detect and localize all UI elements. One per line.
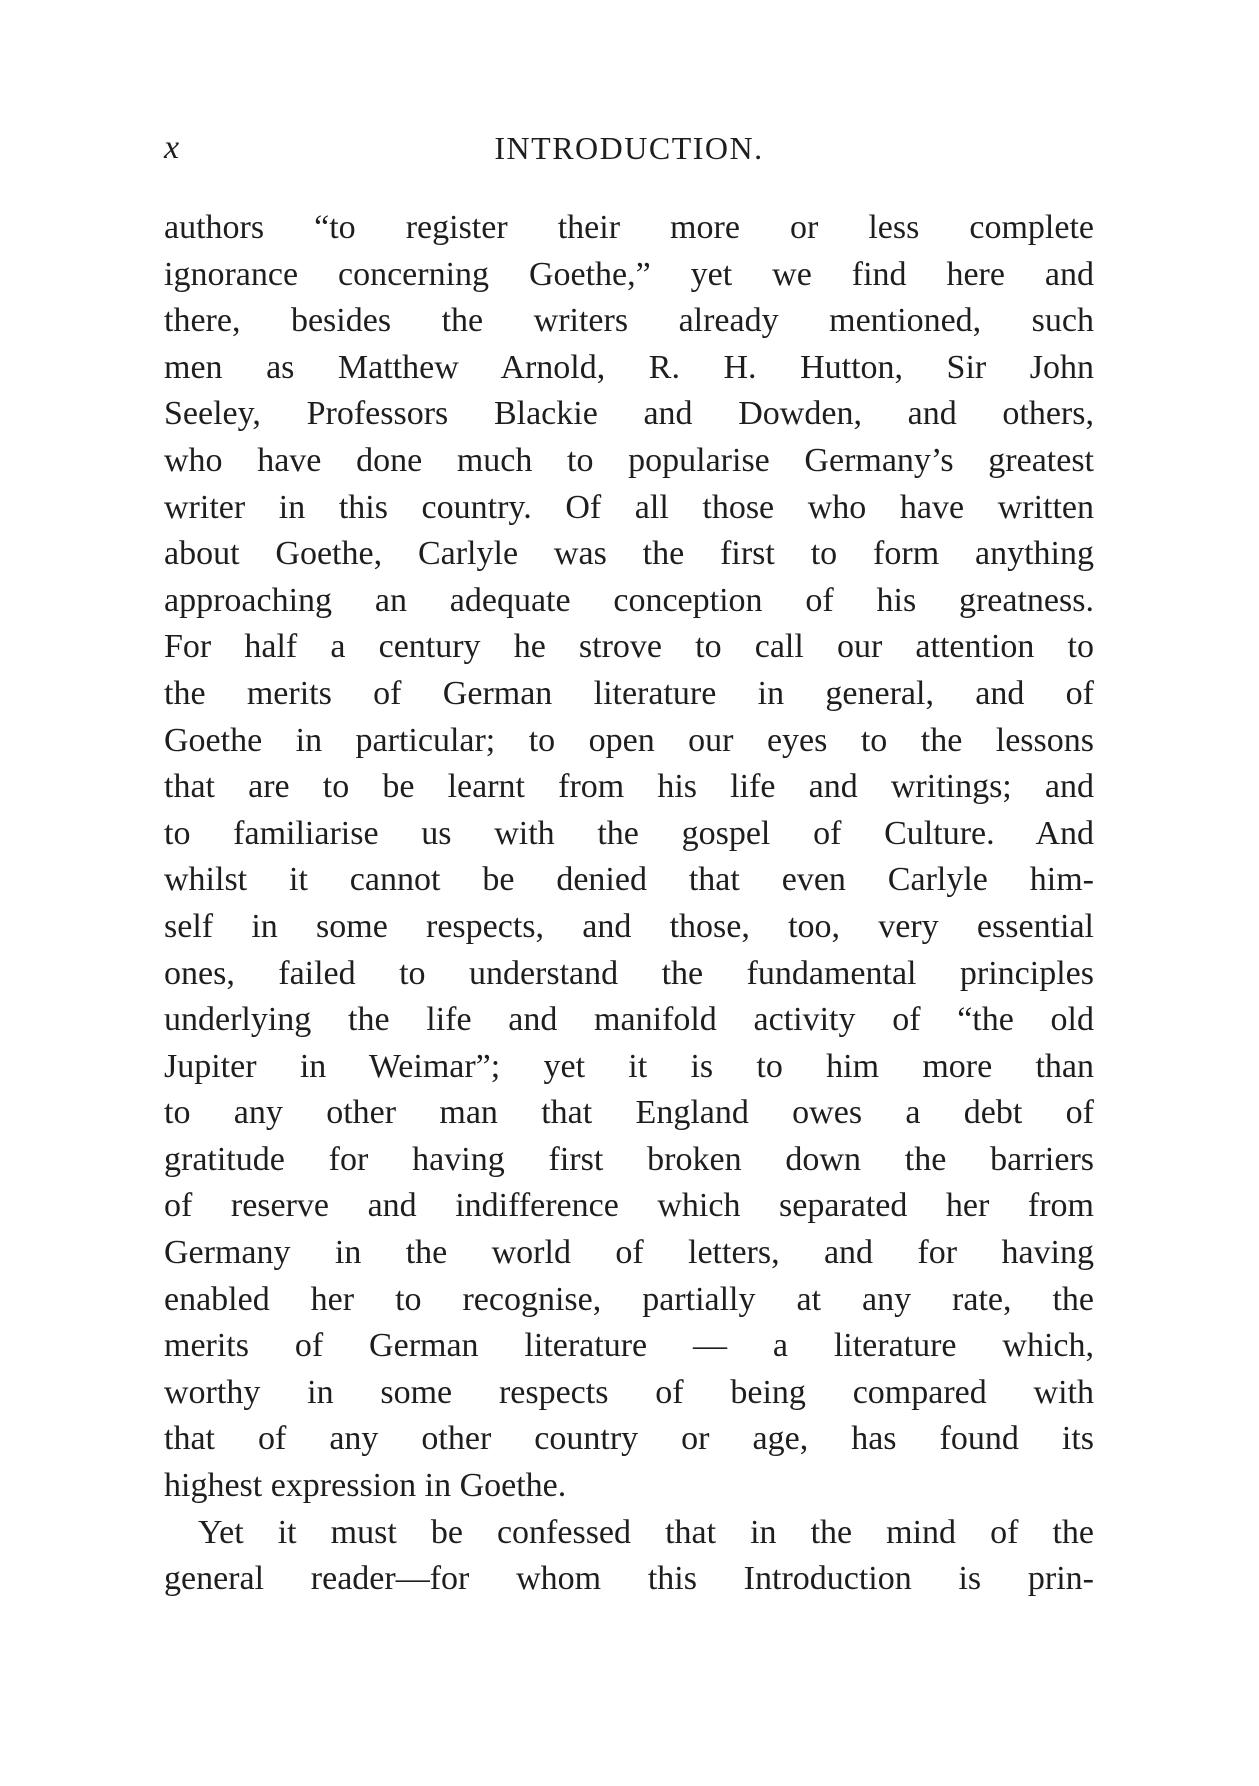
text-line: general reader—for whom this Introduction is prin-	[164, 1560, 1094, 1598]
text-line: merits of German literature — a literature which,	[164, 1327, 1094, 1365]
text-line: that of any other country or age, has found its	[164, 1420, 1094, 1458]
text-line: highest expression in Goethe.	[164, 1467, 567, 1505]
text-line: ignorance concerning Goethe,” yet we find here and	[164, 255, 1094, 293]
page-number: x	[164, 129, 180, 166]
text-line: of reserve and indifference which separated her from	[164, 1187, 1094, 1225]
text-line: approaching an adequate conception of his greatness.	[164, 581, 1094, 619]
text-line: Germany in the world of letters, and for having	[164, 1234, 1094, 1272]
text-line: there, besides the writers already mentioned, such	[164, 302, 1094, 340]
text-line: Yet it must be confessed that in the mind of the	[198, 1513, 1094, 1551]
text-line: Jupiter in Weimar”; yet it is to him more than	[164, 1047, 1094, 1085]
running-head-title: INTRODUCTION.	[494, 130, 764, 166]
text-line: to familiarise us with the gospel of Culture. And	[164, 814, 1094, 852]
text-line: enabled her to recognise, partially at any rate, the	[164, 1280, 1094, 1318]
text-line: worthy in some respects of being compared with	[164, 1373, 1094, 1411]
text-line: about Goethe, Carlyle was the first to form anything	[164, 535, 1094, 573]
text-line: gratitude for having first broken down the barriers	[164, 1140, 1094, 1178]
text-line: men as Matthew Arnold, R. H. Hutton, Sir John	[164, 348, 1094, 386]
text-line: Goethe in particular; to open our eyes to the lessons	[164, 721, 1094, 759]
body-text	[164, 205, 1094, 1603]
text-line: to any other man that England owes a debt of	[164, 1094, 1094, 1132]
text-line: ones, failed to understand the fundamental principles	[164, 954, 1094, 992]
text-line: whilst it cannot be denied that even Carlyle him-	[164, 861, 1094, 899]
text-line: Seeley, Professors Blackie and Dowden, and others,	[164, 395, 1094, 433]
text-line: For half a century he strove to call our attention to	[164, 628, 1094, 666]
text-line: authors “to register their more or less complete	[164, 209, 1094, 246]
text-line: self in some respects, and those, too, very essential	[164, 907, 1094, 945]
text-line: writer in this country. Of all those who have written	[164, 488, 1094, 526]
text-line: who have done much to popularise Germany’s greatest	[164, 441, 1094, 479]
running-head	[164, 128, 1094, 178]
text-line: underlying the life and manifold activity of “the old	[164, 1001, 1094, 1039]
text-line: the merits of German literature in general, and of	[164, 674, 1094, 712]
text-line: that are to be learnt from his life and writings; and	[164, 768, 1094, 806]
